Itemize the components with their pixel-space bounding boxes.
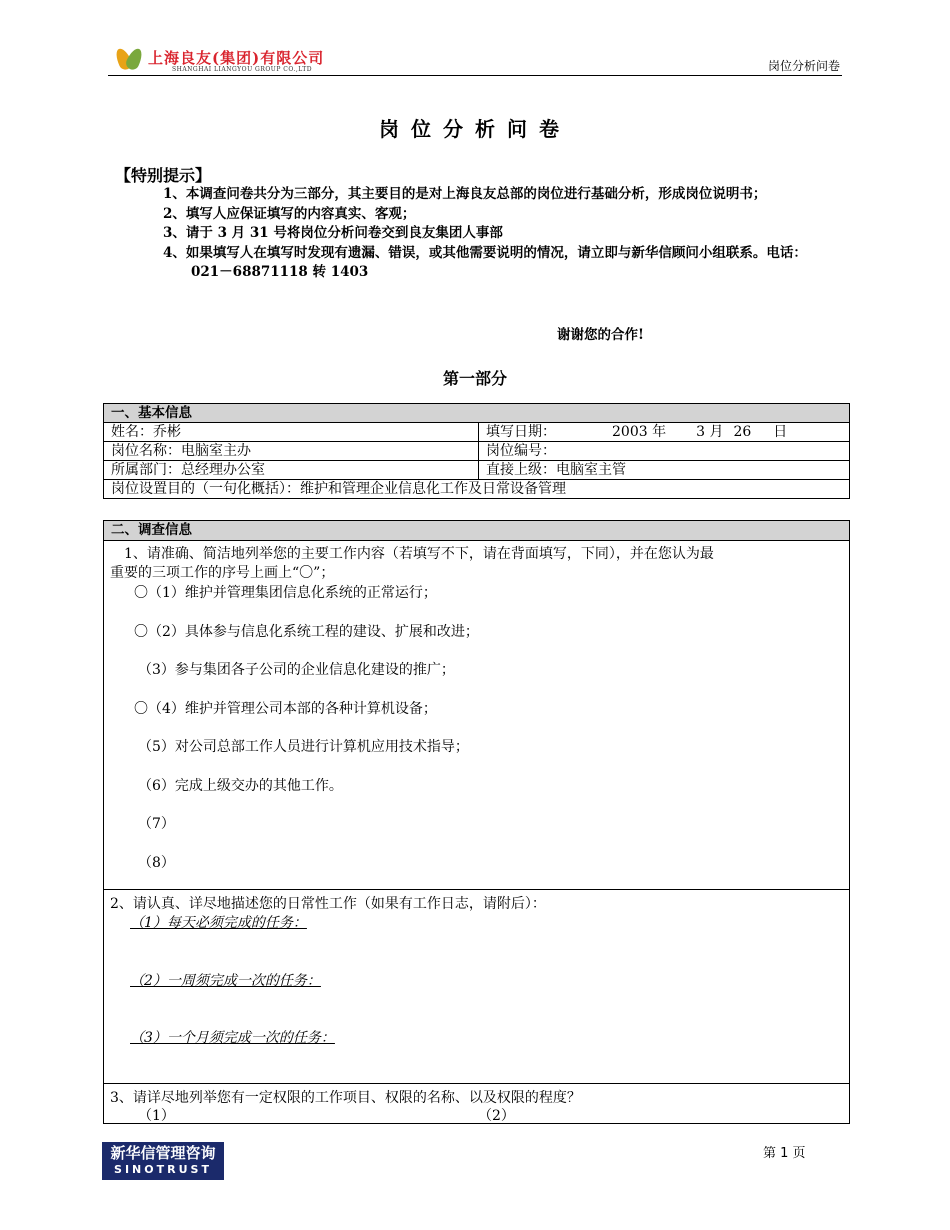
question-1[interactable] bbox=[104, 541, 849, 890]
header-doc-label: 岗位分析问卷 bbox=[767, 59, 840, 73]
q2-monthly-task: （3）一个月须完成一次的任务： bbox=[130, 1030, 335, 1046]
q1-item: 〇（1）维护并管理集团信息化系统的正常运行； bbox=[134, 585, 437, 601]
purpose-field[interactable]: 岗位设置目的（一句化概括）：维护和管理企业信息化工作及日常设备管理 bbox=[104, 480, 850, 499]
basic-info-table bbox=[103, 403, 850, 499]
thanks-text: 谢谢您的合作! bbox=[557, 327, 644, 343]
company-name-cn: 上海良友(集团)有限公司 bbox=[148, 49, 325, 67]
position-field[interactable]: 岗位名称：电脑室主办 bbox=[104, 442, 479, 461]
page-number: 第 1 页 bbox=[763, 1146, 806, 1161]
q1-prompt-line2: 重要的三项工作的序号上画上“〇”； bbox=[110, 565, 335, 581]
fill-day-unit: 日 bbox=[773, 424, 788, 440]
survey-heading: 二、调查信息 bbox=[104, 521, 849, 541]
q2-prompt: 2、请认真、详尽地描述您的日常性工作（如果有工作日志，请附后）： bbox=[110, 896, 546, 912]
department-field[interactable]: 所属部门：总经理办公室 bbox=[104, 461, 479, 480]
notice-list bbox=[163, 185, 823, 283]
part-title: 第一部分 bbox=[442, 369, 507, 388]
basic-info-heading: 一、基本信息 bbox=[104, 404, 850, 423]
q1-item: 〇（2）具体参与信息化系统工程的建设、扩展和改进； bbox=[134, 624, 479, 640]
sinotrust-logo-en: SINOTRUST bbox=[114, 1163, 212, 1176]
q2-weekly-task: （2）一周须完成一次的任务： bbox=[130, 973, 321, 989]
q1-item: （3）参与集团各子公司的企业信息化建设的推广； bbox=[138, 662, 455, 678]
notice-item: 2、填写人应保证填写的内容真实、客观； bbox=[163, 205, 416, 222]
q2-daily-task: （1）每天必须完成的任务： bbox=[130, 915, 307, 931]
sinotrust-logo bbox=[102, 1142, 224, 1180]
fill-year: 2003 年 bbox=[612, 424, 667, 440]
fill-date-label: 填写日期： bbox=[486, 424, 556, 440]
name-field[interactable]: 姓名：乔彬 bbox=[104, 423, 479, 442]
position-no-field[interactable]: 岗位编号： bbox=[479, 442, 850, 461]
notice-item: 4、如果填写人在填写时发现有遗漏、错误，或其他需要说明的情况，请立即与新华信顾问小组联系。电话：021－68871118 转 1403 bbox=[163, 244, 807, 280]
sinotrust-logo-cn: 新华信管理咨询 bbox=[110, 1144, 216, 1162]
q1-item: （5）对公司总部工作人员进行计算机应用技术指导； bbox=[138, 739, 469, 755]
question-2[interactable] bbox=[104, 890, 849, 1084]
page-title: 岗位分析问卷 bbox=[379, 117, 571, 141]
q3-prompt: 3、请详尽地列举您有一定权限的工作项目、权限的名称、以及权限的程度？ bbox=[110, 1090, 581, 1106]
q3-column-2: （2） bbox=[478, 1108, 515, 1124]
fill-date-field[interactable] bbox=[479, 423, 850, 442]
q1-item: （7） bbox=[138, 816, 175, 832]
fill-day: 26 bbox=[733, 424, 752, 440]
q1-item: （6）完成上级交办的其他工作。 bbox=[138, 778, 343, 794]
q1-prompt-line1: 1、请准确、简洁地列举您的主要工作内容（若填写不下，请在背面填写，下同），并在您认为最 bbox=[124, 546, 714, 562]
company-name-en: SHANGHAI LIANGYOU GROUP CO.,LTD bbox=[172, 66, 313, 73]
q1-item: （8） bbox=[138, 855, 175, 871]
fill-month: 3 月 bbox=[696, 424, 724, 440]
supervisor-field[interactable]: 直接上级：电脑室主管 bbox=[479, 461, 850, 480]
notice-item: 3、请于 3 月 31 号将岗位分析问卷交到良友集团人事部 bbox=[163, 225, 503, 241]
question-3[interactable] bbox=[104, 1084, 849, 1124]
survey-section bbox=[103, 520, 850, 1124]
q1-item: 〇（4）维护并管理公司本部的各种计算机设备； bbox=[134, 701, 437, 717]
company-logo-leaf-right bbox=[124, 46, 145, 71]
q3-column-1: （1） bbox=[138, 1108, 175, 1124]
notice-item: 1、本调查问卷共分为三部分，其主要目的是对上海良友总部的岗位进行基础分析，形成岗位说明书； bbox=[163, 186, 767, 202]
header-divider bbox=[108, 75, 842, 76]
notice-heading: 【特别提示】 bbox=[115, 166, 212, 185]
